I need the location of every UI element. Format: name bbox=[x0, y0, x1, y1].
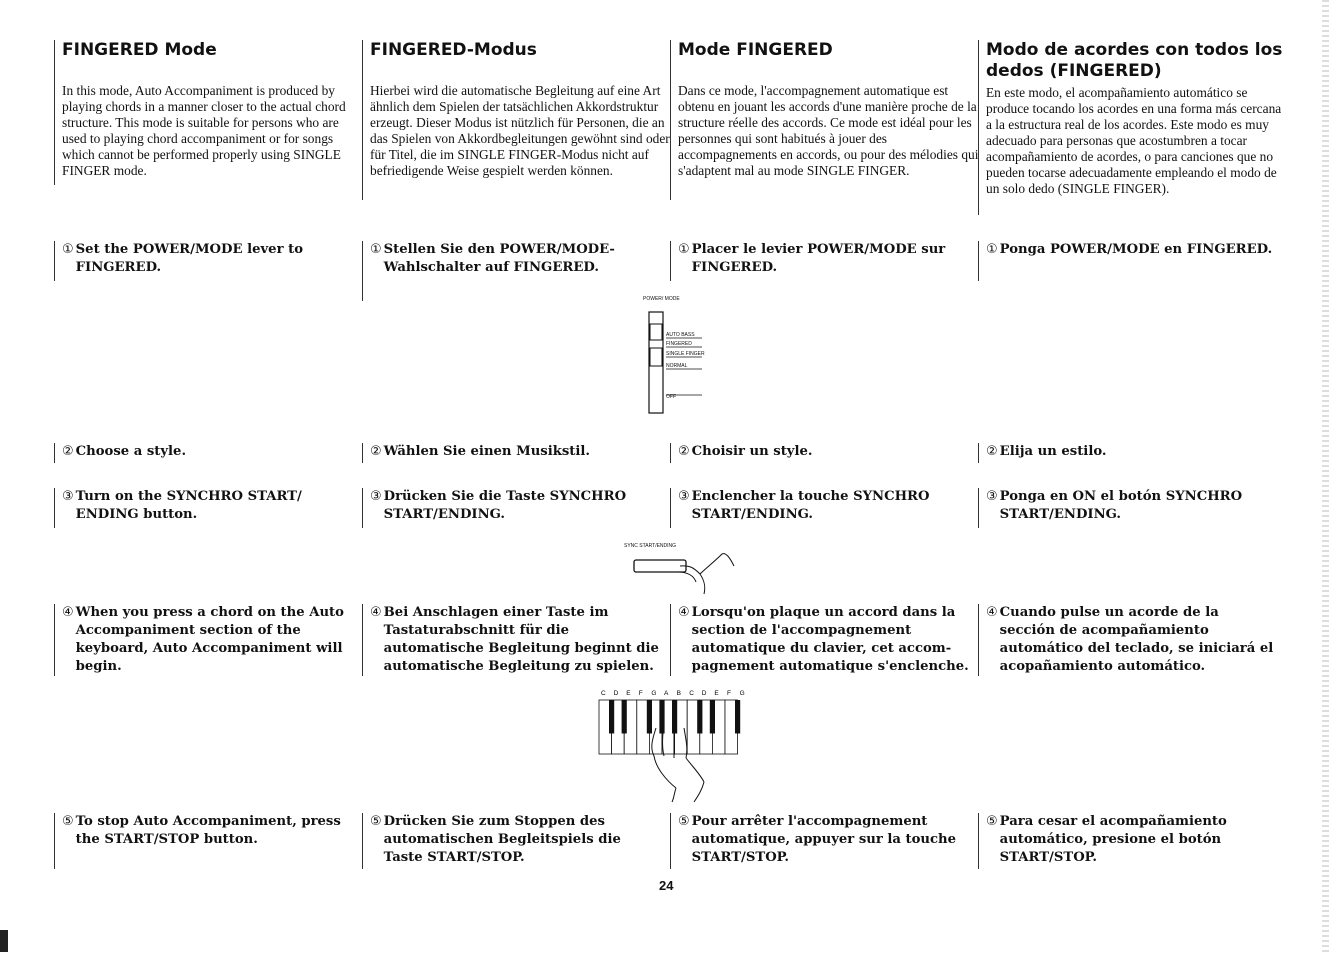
step-number: ③ bbox=[370, 489, 382, 504]
scan-right-edge bbox=[1322, 0, 1329, 954]
power-mode-lever-figure bbox=[640, 294, 720, 418]
black-key bbox=[710, 700, 715, 733]
step-number: ③ bbox=[678, 489, 690, 504]
note-label: E bbox=[626, 690, 631, 697]
step-number: ⑤ bbox=[370, 814, 382, 829]
step-2-spanish bbox=[978, 443, 1276, 463]
step-text: Choisir un style. bbox=[691, 444, 813, 459]
synchro-label: SYNC START/ENDING bbox=[624, 543, 677, 549]
black-key bbox=[609, 700, 614, 733]
step-text: Elija un estilo. bbox=[999, 444, 1107, 459]
step-number: ① bbox=[986, 242, 998, 257]
finger-outline bbox=[680, 566, 705, 594]
step-text: Stellen Sie den POWER/MODE-Wahlschalter auf FINGERED. bbox=[383, 242, 615, 275]
step-number: ⑤ bbox=[986, 814, 998, 829]
black-key bbox=[735, 700, 740, 733]
step-number: ④ bbox=[986, 605, 998, 620]
label-single-finger: SINGLE FINGER bbox=[666, 351, 705, 357]
step-3-german bbox=[362, 488, 660, 528]
column-english bbox=[54, 40, 362, 185]
lever-knob-upper bbox=[650, 324, 662, 340]
note-label: G bbox=[739, 690, 745, 697]
step-4-french bbox=[670, 604, 978, 676]
step-4-english bbox=[54, 604, 357, 676]
step-5-french bbox=[670, 813, 976, 869]
heading-french: Mode FINGERED bbox=[678, 40, 833, 60]
synchro-button-figure bbox=[620, 538, 740, 598]
step-5-spanish bbox=[978, 813, 1276, 869]
step-number: ② bbox=[678, 444, 690, 459]
step-number: ④ bbox=[678, 605, 690, 620]
step-number: ② bbox=[370, 444, 382, 459]
step-text: Wählen Sie einen Musikstil. bbox=[383, 444, 590, 459]
synchro-button bbox=[634, 560, 686, 572]
keyboard-figure bbox=[594, 684, 764, 804]
lever-slot bbox=[649, 312, 663, 413]
step-text: Set the POWER/MODE lever to FINGERED. bbox=[75, 242, 303, 275]
step-number: ① bbox=[370, 242, 382, 257]
step-text: When you press a chord on the Auto Accompaniment section of the keyboard, Auto Accompaniment will begin. bbox=[75, 605, 344, 674]
step-text: Turn on the SYNCHRO START/ ENDING button. bbox=[75, 489, 302, 522]
power-mode-title: POWER/ MODE bbox=[643, 296, 680, 302]
step-3-french bbox=[670, 488, 968, 528]
label-off: OFF bbox=[666, 394, 676, 400]
step-4-german bbox=[362, 604, 668, 676]
step-text: Ponga en ON el botón SYNCHRO START/ENDING. bbox=[999, 489, 1243, 522]
step-text: Placer le levier POWER/MODE sur FINGERED. bbox=[691, 242, 946, 275]
step-4-spanish bbox=[978, 604, 1276, 676]
note-label: C bbox=[689, 690, 694, 697]
note-label: F bbox=[638, 690, 643, 697]
note-label: D bbox=[701, 690, 707, 697]
step-text: Lorsqu'on plaque un accord dans la section de l'accompagnement automatique du clavier, cet accom-pagnement automatique s'enclenche. bbox=[691, 605, 969, 674]
intro-german: Hierbei wird die automatische Begleitung auf eine Art ähnlich dem Spielen der tatsächlichen Akkordstruktur erzeugt. Dieser Modus ist nützlich für Personen, die an das Spielen von Akkordbegleitungen gewöhnt sind oder für Titel, die im SINGLE FINGER-Modus nicht auf befriedigende Weise gespielt werden können. bbox=[370, 83, 670, 178]
heading-spanish: Modo de acordes con todos los dedos (FINGERED) bbox=[986, 40, 1283, 81]
step-5-english bbox=[54, 813, 357, 869]
note-label: C bbox=[601, 690, 606, 697]
note-label: D bbox=[613, 690, 619, 697]
label-auto-bass: AUTO BASS bbox=[666, 332, 695, 338]
black-key bbox=[697, 700, 702, 733]
note-label: A bbox=[664, 690, 669, 697]
step-number: ④ bbox=[62, 605, 74, 620]
step-text: Para cesar el acompañamiento automático, presione el botón START/STOP. bbox=[999, 814, 1227, 865]
note-label: G bbox=[651, 690, 657, 697]
step-1-english bbox=[54, 241, 352, 281]
hand-outline bbox=[700, 554, 734, 574]
step-1-spanish bbox=[978, 241, 1276, 281]
step-text: Enclencher la touche SYNCHRO START/ENDING. bbox=[691, 489, 930, 522]
intro-english: In this mode, Auto Accompaniment is produced by playing chords in a manner closer to the actual chord structure. This mode is suitable for persons who are used to playing chord accompaniment or for songs which cannot be performed properly using SINGLE FINGER mode. bbox=[62, 83, 346, 178]
step-number: ③ bbox=[986, 489, 998, 504]
step-text: Cuando pulse un acorde de la sección de acompañamiento automático del teclado, se iniciará el acopañamiento automático. bbox=[999, 605, 1274, 674]
step-3-spanish bbox=[978, 488, 1276, 528]
step-1-french bbox=[670, 241, 973, 281]
heading-german: FINGERED-Modus bbox=[370, 40, 537, 60]
step-text: Drücken Sie zum Stoppen des automatischen Begleitspiels die Taste START/STOP. bbox=[383, 814, 621, 865]
intro-french: Dans ce mode, l'accompagnement automatique est obtenu en jouant les accords d'une manière proche de la structure réelle des accords. Ce mode est idéal pour les personnes qui sont habitués à jouer des accompagnements en accords, ou pour des mélodies qui s'adaptent mal au mode SINGLE FINGER. bbox=[678, 83, 979, 178]
step-5-german bbox=[362, 813, 660, 869]
column-french bbox=[670, 40, 980, 200]
step-text: Pour arrêter l'accompagnement automatique, appuyer sur la touche START/STOP. bbox=[691, 814, 957, 865]
step-number: ③ bbox=[62, 489, 74, 504]
column-german bbox=[362, 40, 670, 200]
step-text: Ponga POWER/MODE en FINGERED. bbox=[999, 242, 1273, 257]
step-2-german bbox=[362, 443, 660, 463]
step-number: ② bbox=[986, 444, 998, 459]
page-number: 24 bbox=[659, 878, 674, 893]
heading-english: FINGERED Mode bbox=[62, 40, 217, 60]
black-key bbox=[622, 700, 627, 733]
note-label: E bbox=[714, 690, 719, 697]
step-number: ② bbox=[62, 444, 74, 459]
step-number: ⑤ bbox=[678, 814, 690, 829]
column-spanish bbox=[978, 40, 1286, 215]
step-3-english bbox=[54, 488, 332, 528]
label-normal: NORMAL bbox=[666, 363, 688, 369]
step-number: ① bbox=[62, 242, 74, 257]
scan-edge-mark bbox=[0, 930, 8, 952]
step-2-english bbox=[54, 443, 352, 463]
step-2-french bbox=[670, 443, 968, 463]
note-label: F bbox=[727, 690, 731, 697]
step-text: Choose a style. bbox=[75, 444, 187, 459]
keyboard-keys bbox=[599, 700, 740, 754]
step-text: To stop Auto Accompaniment, press the START/STOP button. bbox=[75, 814, 341, 847]
step-number: ④ bbox=[370, 605, 382, 620]
lever-knob-lower bbox=[650, 348, 662, 366]
black-key bbox=[672, 700, 677, 733]
keyboard-note-labels bbox=[601, 690, 745, 697]
step-number: ⑤ bbox=[62, 814, 74, 829]
intro-spanish: En este modo, el acompañamiento automático se produce tocando los acordes en una forma más cercana a la estructura real de los acordes. Este modo es muy adecuado para personas que acostumbren a tocar acompañamiento de acordes, o para canciones que no pueden tocarse adecuadamente empleando el modo de un solo dedo (SINGLE FINGER). bbox=[986, 85, 1282, 196]
note-label: B bbox=[676, 690, 681, 697]
label-fingered: FINGERED bbox=[666, 341, 692, 347]
step-text: Bei Anschlagen einer Taste im Tastaturabschnitt für die automatische Begleitung beginnt die automatische Begleitung zu spielen. bbox=[383, 605, 659, 674]
black-key bbox=[647, 700, 652, 733]
step-number: ① bbox=[678, 242, 690, 257]
step-1-german bbox=[362, 241, 660, 301]
step-text: Drücken Sie die Taste SYNCHRO START/ENDING. bbox=[383, 489, 627, 522]
